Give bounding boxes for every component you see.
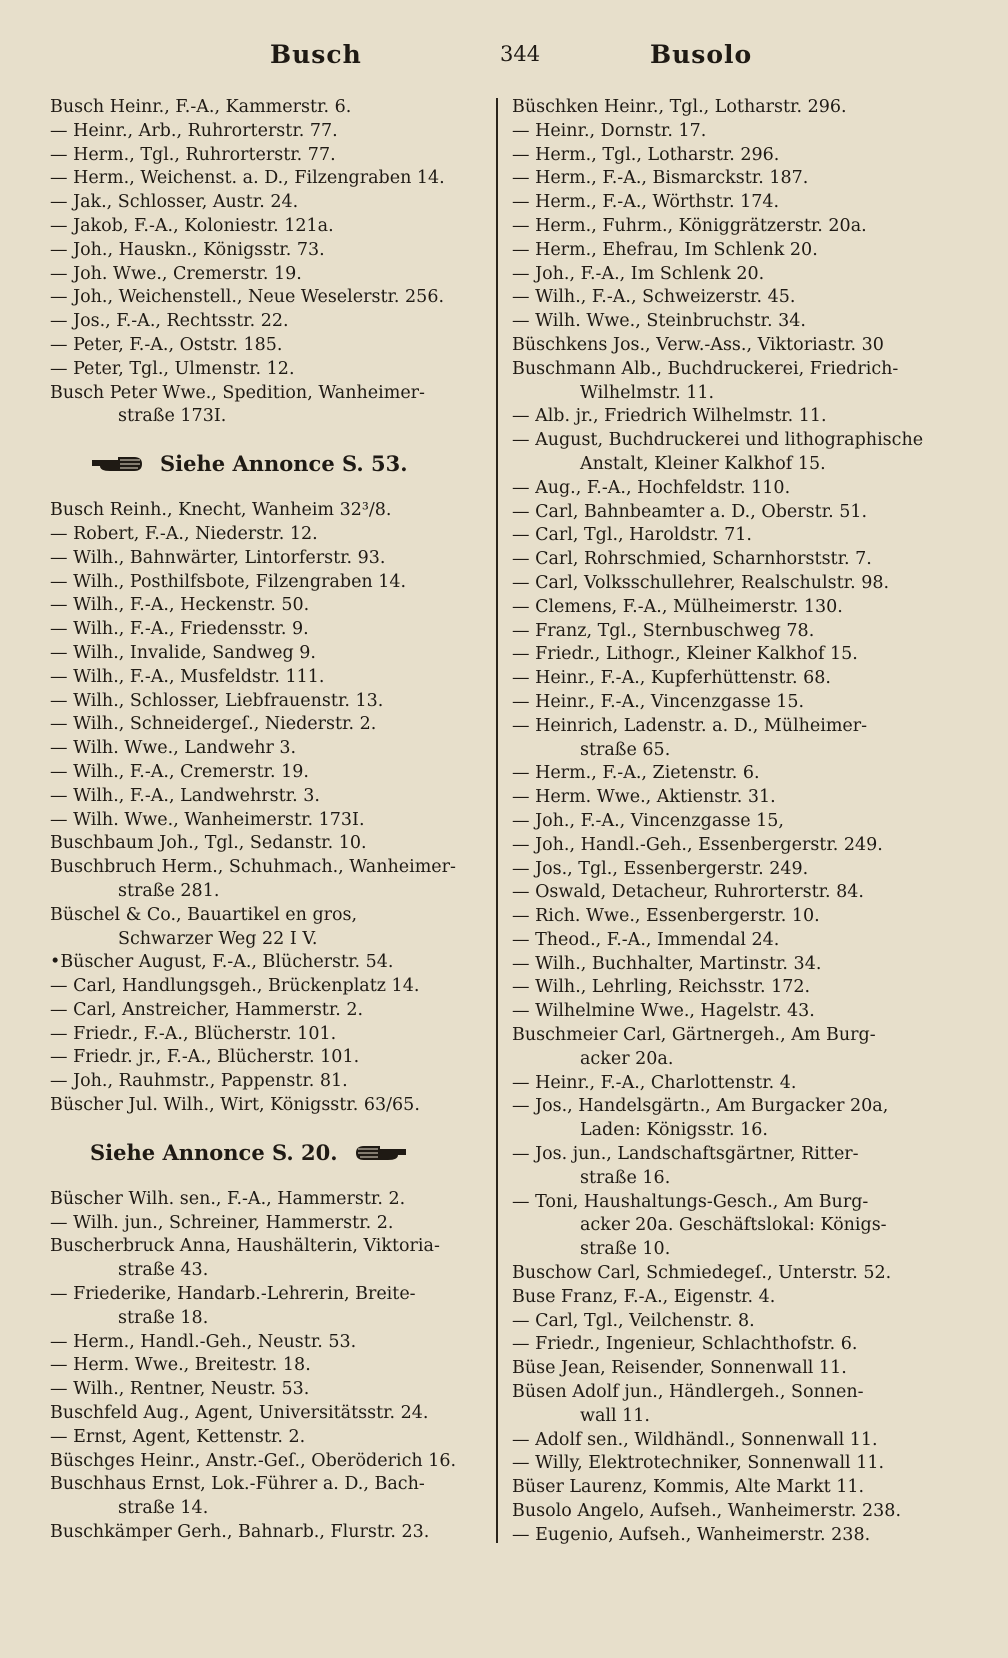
directory-entry: Busolo Angelo, Aufseh., Wanheimerstr. 238. xyxy=(512,1501,902,1522)
spacer xyxy=(50,1168,482,1188)
column-divider xyxy=(496,98,498,1543)
directory-entry: — Friedr. jr., F.-A., Blücherstr. 101. xyxy=(50,1047,360,1068)
directory-entry: Buschbaum Joh., Tgl., Sedanstr. 10. xyxy=(50,833,367,854)
directory-entry: Buschbruch Herm., Schuhmach., Wanheimer- xyxy=(50,857,456,878)
directory-entry: — Heinr., F.-A., Charlottenstr. 4. xyxy=(512,1072,797,1093)
annonce-reference-2 xyxy=(50,1138,482,1168)
directory-entry: — Wilh., F.-A., Landwehrstr. 3. xyxy=(50,785,320,806)
right-column xyxy=(512,96,952,1548)
directory-entry: — Ernst, Agent, Kettenstr. 2. xyxy=(50,1426,306,1447)
directory-entry: — Herm. Wwe., Aktienstr. 31. xyxy=(512,787,776,808)
directory-entry: — Jos., Handelsgärtn., Am Burgacker 20a, xyxy=(512,1096,889,1117)
pointing-hand-left-icon xyxy=(352,1143,408,1163)
directory-entry: Büser Laurenz, Kommis, Alte Markt 11. xyxy=(512,1477,865,1498)
directory-entry: — Wilh., Rentner, Neustr. 53. xyxy=(50,1379,310,1400)
directory-entry: Wilhelmstr. 11. xyxy=(580,382,715,403)
directory-entry: — Friedr., Ingenieur, Schlachthofstr. 6. xyxy=(512,1334,858,1355)
directory-entry: — Carl, Bahnbeamter a. D., Oberstr. 51. xyxy=(512,501,868,522)
directory-entry: — Wilh. Wwe., Steinbruchstr. 34. xyxy=(512,311,806,332)
directory-entry: •Büscher August, F.-A., Blücherstr. 54. xyxy=(50,952,394,973)
directory-entry: — Joh., Handl.-Geh., Essenbergerstr. 249. xyxy=(512,834,883,855)
directory-entry: — Jakob, F.-A., Koloniestr. 121a. xyxy=(50,215,334,236)
directory-entry: — Herm., F.-A., Wörthstr. 174. xyxy=(512,192,780,213)
directory-entry: straße 65. xyxy=(580,739,671,760)
directory-entry: straße 10. xyxy=(580,1239,671,1260)
directory-entry: — Wilhelmine Wwe., Hagelstr. 43. xyxy=(512,1001,815,1022)
directory-entry: acker 20a. Geschäftslokal: Königs- xyxy=(580,1215,887,1236)
directory-entry: — Herm., Handl.-Geh., Neustr. 53. xyxy=(50,1331,357,1352)
directory-entry: — Clemens, F.-A., Mülheimerstr. 130. xyxy=(512,596,843,617)
directory-entry: — Willy, Elektrotechniker, Sonnenwall 11. xyxy=(512,1453,885,1474)
directory-entry: — Carl, Tgl., Haroldstr. 71. xyxy=(512,525,752,546)
directory-entry: — Jak., Schlosser, Austr. 24. xyxy=(50,192,299,213)
directory-entry: Büsen Adolf jun., Händlergeh., Sonnen- xyxy=(512,1382,864,1403)
directory-entry: Busch Peter Wwe., Spedition, Wanheimer- xyxy=(50,382,425,403)
directory-entry: — Peter, F.-A., Oststr. 185. xyxy=(50,334,283,355)
directory-entry: — Herm., F.-A., Bismarckstr. 187. xyxy=(512,168,809,189)
directory-entry: acker 20a. xyxy=(580,1048,674,1069)
directory-entry: wall 11. xyxy=(580,1405,650,1426)
directory-entry: — Robert, F.-A., Niederstr. 12. xyxy=(50,523,318,544)
directory-entry: — Joh., Weichenstell., Neue Weselerstr. 256. xyxy=(50,287,445,308)
directory-entry: — Herm., Fuhrm., Königgrätzerstr. 20a. xyxy=(512,215,867,236)
directory-entry: — Eugenio, Aufseh., Wanheimerstr. 238. xyxy=(512,1524,871,1545)
directory-entry: straße 281. xyxy=(118,880,220,901)
directory-entry: — Wilh. Wwe., Landwehr 3. xyxy=(50,738,297,759)
directory-entry: Buschhaus Ernst, Lok.-Führer a. D., Bach- xyxy=(50,1474,425,1495)
header-left-word: Busch xyxy=(270,40,362,69)
left-block-3 xyxy=(50,1188,482,1545)
directory-entry: — Wilh., Buchhalter, Martinstr. 34. xyxy=(512,953,822,974)
directory-entry: — Jos. jun., Landschaftsgärtner, Ritter- xyxy=(512,1144,859,1165)
page-header xyxy=(50,40,970,80)
directory-entry: — Toni, Haushaltungs-Gesch., Am Burg- xyxy=(512,1191,869,1212)
directory-entry: — Wilh., F.-A., Cremerstr. 19. xyxy=(50,761,309,782)
directory-entry: Büscher Jul. Wilh., Wirt, Königsstr. 63/65. xyxy=(50,1095,420,1116)
directory-entry: — Carl, Tgl., Veilchenstr. 8. xyxy=(512,1310,755,1331)
directory-entry: — Wilh., Schlosser, Liebfrauenstr. 13. xyxy=(50,690,384,711)
directory-entry: — Adolf sen., Wildhändl., Sonnenwall 11. xyxy=(512,1429,878,1450)
spacer xyxy=(50,1118,482,1138)
directory-entry: — Wilh. Wwe., Wanheimerstr. 173I. xyxy=(50,809,365,830)
directory-entry: straße 14. xyxy=(118,1498,209,1519)
page-number: 344 xyxy=(500,42,541,66)
directory-entry: — Heinr., Dornstr. 17. xyxy=(512,120,707,141)
directory-entry: — Herm., Tgl., Lotharstr. 296. xyxy=(512,144,780,165)
directory-entry: — August, Buchdruckerei und lithographische xyxy=(512,430,924,451)
directory-entry: straße 173I. xyxy=(118,406,227,427)
directory-entry: — Wilh., F.-A., Heckenstr. 50. xyxy=(50,595,310,616)
directory-entry: — Rich. Wwe., Essenbergerstr. 10. xyxy=(512,906,820,927)
directory-entry: — Friedr., Lithogr., Kleiner Kalkhof 15. xyxy=(512,644,858,665)
directory-entry: — Alb. jr., Friedrich Wilhelmstr. 11. xyxy=(512,406,827,427)
directory-entry: Buse Franz, F.-A., Eigenstr. 4. xyxy=(512,1286,776,1307)
pointing-hand-right-icon xyxy=(90,454,146,474)
directory-entry: — Friederike, Handarb.-Lehrerin, Breite- xyxy=(50,1284,416,1305)
directory-entry: — Wilh., Bahnwärter, Lintorferstr. 93. xyxy=(50,547,386,568)
directory-entry: — Wilh., F.-A., Musfeldstr. 111. xyxy=(50,666,325,687)
directory-entry: straße 18. xyxy=(118,1307,209,1328)
directory-entry: Büschges Heinr., Anstr.-Geſ., Oberöderich 16. xyxy=(50,1450,457,1471)
directory-entry: — Wilh., Posthilfsbote, Filzengraben 14. xyxy=(50,571,407,592)
directory-entry: Buschkämper Gerh., Bahnarb., Flurstr. 23. xyxy=(50,1522,430,1543)
spacer xyxy=(50,479,482,499)
directory-entry: Büscher Wilh. sen., F.-A., Hammerstr. 2. xyxy=(50,1188,406,1209)
directory-entry: — Wilh., Schneidergeſ., Niederstr. 2. xyxy=(50,714,377,735)
directory-entry: — Wilh., Invalide, Sandweg 9. xyxy=(50,642,316,663)
directory-entry: Busch Reinh., Knecht, Wanheim 32³/8. xyxy=(50,500,392,521)
directory-entry: — Herm., Weichenst. a. D., Filzengraben 14. xyxy=(50,168,445,189)
annonce-text-2: Siehe Annonce S. 20. xyxy=(90,1139,338,1165)
right-block xyxy=(512,96,952,1548)
directory-entry: — Oswald, Detacheur, Ruhrorterstr. 84. xyxy=(512,882,864,903)
annonce-reference-1 xyxy=(50,449,482,479)
directory-entry: Buschow Carl, Schmiedegeſ., Unterstr. 52. xyxy=(512,1263,892,1284)
directory-entry: — Carl, Anstreicher, Hammerstr. 2. xyxy=(50,999,364,1020)
directory-entry: — Carl, Handlungsgeh., Brückenplatz 14. xyxy=(50,976,420,997)
directory-entry: Büschel & Co., Bauartikel en gros, xyxy=(50,904,358,925)
directory-entry: Buschmeier Carl, Gärtnergeh., Am Burg- xyxy=(512,1025,876,1046)
directory-entry: — Friedr., F.-A., Blücherstr. 101. xyxy=(50,1023,337,1044)
directory-entry: straße 43. xyxy=(118,1260,209,1281)
directory-entry: — Herm., Ehefrau, Im Schlenk 20. xyxy=(512,239,818,260)
directory-entry: — Wilh., Lehrling, Reichsstr. 172. xyxy=(512,977,811,998)
directory-entry: — Joh., Hauskn., Königsstr. 73. xyxy=(50,239,325,260)
directory-entry: — Joh., Rauhmstr., Pappenstr. 81. xyxy=(50,1071,348,1092)
directory-entry: Anstalt, Kleiner Kalkhof 15. xyxy=(580,453,826,474)
directory-entry: — Wilh. jun., Schreiner, Hammerstr. 2. xyxy=(50,1212,394,1233)
directory-entry: Buschmann Alb., Buchdruckerei, Friedrich- xyxy=(512,358,899,379)
directory-entry: — Herm., F.-A., Zietenstr. 6. xyxy=(512,763,760,784)
directory-entry: — Joh., F.-A., Im Schlenk 20. xyxy=(512,263,765,284)
directory-entry: — Franz, Tgl., Sternbuschweg 78. xyxy=(512,620,815,641)
left-column xyxy=(50,96,482,1545)
header-right-word: Busolo xyxy=(650,40,753,69)
left-block-2 xyxy=(50,499,482,1118)
directory-entry: — Herm., Tgl., Ruhrorterstr. 77. xyxy=(50,144,336,165)
directory-entry: Buschfeld Aug., Agent, Universitätsstr. 24. xyxy=(50,1403,429,1424)
directory-entry: — Jos., F.-A., Rechtsstr. 22. xyxy=(50,311,289,332)
directory-entry: — Jos., Tgl., Essenbergerstr. 249. xyxy=(512,858,809,879)
directory-entry: — Aug., F.-A., Hochfeldstr. 110. xyxy=(512,477,791,498)
directory-entry: — Heinr., F.-A., Kupferhüttenstr. 68. xyxy=(512,668,831,689)
left-block-1 xyxy=(50,96,482,429)
directory-entry: — Joh. Wwe., Cremerstr. 19. xyxy=(50,263,302,284)
directory-entry: — Heinrich, Ladenstr. a. D., Mülheimer- xyxy=(512,715,868,736)
directory-entry: — Heinr., F.-A., Vincenzgasse 15. xyxy=(512,691,805,712)
directory-entry: straße 16. xyxy=(580,1167,671,1188)
spacer xyxy=(50,429,482,449)
directory-entry: Schwarzer Weg 22 I V. xyxy=(118,928,318,949)
directory-entry: — Peter, Tgl., Ulmenstr. 12. xyxy=(50,358,295,379)
directory-entry: Laden: Königsstr. 16. xyxy=(580,1120,768,1141)
directory-entry: — Herm. Wwe., Breitestr. 18. xyxy=(50,1355,311,1376)
directory-entry: — Joh., F.-A., Vincenzgasse 15, xyxy=(512,810,784,831)
directory-entry: — Carl, Rohrschmied, Scharnhorststr. 7. xyxy=(512,549,872,570)
directory-entry: — Carl, Volksschullehrer, Realschulstr. 98. xyxy=(512,572,890,593)
directory-entry: — Heinr., Arb., Ruhrorterstr. 77. xyxy=(50,120,338,141)
directory-entry: Busch Heinr., F.-A., Kammerstr. 6. xyxy=(50,97,352,117)
directory-entry: Büschkens Jos., Verw.-Ass., Viktoriastr. 30 xyxy=(512,334,884,355)
directory-entry: Büse Jean, Reisender, Sonnenwall 11. xyxy=(512,1358,847,1379)
annonce-text-1: Siehe Annonce S. 53. xyxy=(160,451,408,477)
directory-entry: Büschken Heinr., Tgl., Lotharstr. 296. xyxy=(512,97,847,117)
directory-entry: — Wilh., F.-A., Schweizerstr. 45. xyxy=(512,287,796,308)
directory-entry: Buscherbruck Anna, Haushälterin, Viktoria- xyxy=(50,1236,440,1257)
directory-entry: — Theod., F.-A., Immendal 24. xyxy=(512,929,780,950)
directory-entry: — Wilh., F.-A., Friedensstr. 9. xyxy=(50,619,309,640)
